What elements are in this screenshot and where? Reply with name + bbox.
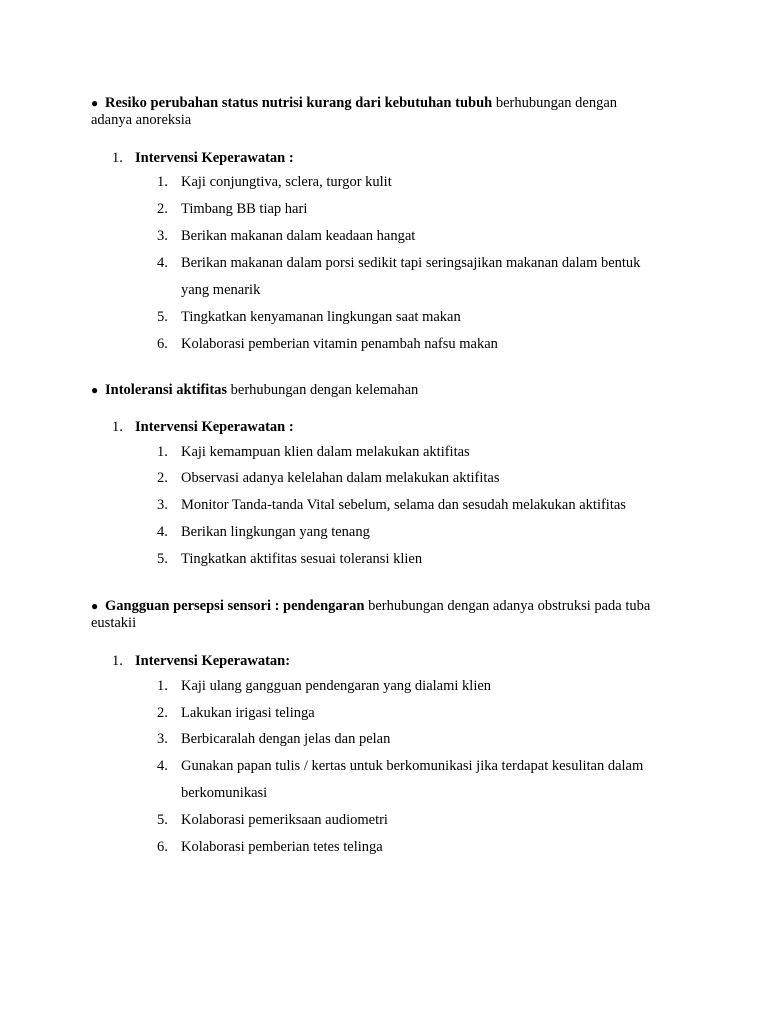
- diagnosis-1: [91, 95, 691, 129]
- bullet-icon: ●: [91, 383, 99, 397]
- list-item: 1. Kaji kemampuan klien dalam melakukan aktifitas: [157, 444, 470, 460]
- list-item: 6. Kolaborasi pemberian vitamin penambah nafsu makan: [157, 336, 498, 352]
- list-item: 4. Berikan lingkungan yang tenang: [157, 524, 370, 540]
- bullet-icon: ●: [91, 599, 99, 613]
- diagnosis-3-text-line2: eustakii: [91, 615, 137, 631]
- list-item: 2. Observasi adanya kelelahan dalam melakukan aktifitas: [157, 470, 500, 486]
- intervention-title: Intervensi Keperawatan :: [135, 419, 294, 435]
- list-item: 2. Lakukan irigasi telinga: [157, 705, 315, 721]
- diagnosis-1-text-line2: adanya anoreksia: [91, 112, 192, 128]
- diagnosis-3-text: berhubungan dengan adanya obstruksi pada tuba: [364, 598, 651, 614]
- intervention-title: Intervensi Keperawatan :: [135, 150, 294, 166]
- intervention-heading-1: [112, 150, 294, 167]
- intervention-number: 1.: [112, 653, 123, 669]
- list-item: 5. Tingkatkan aktifitas sesuai toleransi klien: [157, 551, 423, 567]
- diagnosis-3: [91, 598, 691, 632]
- list-item: 3. Berbicaralah dengan jelas dan pelan: [157, 731, 391, 747]
- list-item: 1. Kaji conjungtiva, sclera, turgor kulit: [157, 174, 392, 190]
- intervention-number: 1.: [112, 150, 123, 166]
- bullet-icon: ●: [91, 96, 99, 110]
- list-item-continuation: yang menarik: [181, 282, 261, 298]
- list-item: 6. Kolaborasi pemberian tetes telinga: [157, 839, 383, 855]
- list-item: 4. Gunakan papan tulis / kertas untuk berkomunikasi jika terdapat kesulitan dalam berkomunikasi: [157, 753, 677, 807]
- intervention-heading-2: [112, 419, 294, 436]
- intervention-title: Intervensi Keperawatan:: [135, 653, 291, 669]
- list-item-continuation: berkomunikasi: [181, 785, 268, 801]
- list-item: 2. Timbang BB tiap hari: [157, 201, 308, 217]
- diagnosis-3-title: Gangguan persepsi sensori : pendengaran: [105, 598, 365, 614]
- list-item: 3. Berikan makanan dalam keadaan hangat: [157, 228, 416, 244]
- list-item: 1. Kaji ulang gangguan pendengaran yang dialami klien: [157, 678, 492, 694]
- intervention-number: 1.: [112, 419, 123, 435]
- diagnosis-2-title: Intoleransi aktifitas: [105, 382, 228, 398]
- list-item: 3. Monitor Tanda-tanda Vital sebelum, selama dan sesudah melakukan aktifitas: [157, 497, 626, 513]
- diagnosis-2: [91, 382, 691, 399]
- diagnosis-1-text: berhubungan dengan: [492, 95, 618, 111]
- diagnosis-1-title: Resiko perubahan status nutrisi kurang dari kebutuhan tubuh: [105, 95, 493, 111]
- list-item: 4. Berikan makanan dalam porsi sedikit tapi seringsajikan makanan dalam bentuk yang menarik: [157, 250, 677, 304]
- list-item: 5. Tingkatkan kenyamanan lingkungan saat makan: [157, 309, 461, 325]
- intervention-heading-3: [112, 653, 290, 670]
- diagnosis-2-text: berhubungan dengan kelemahan: [227, 382, 419, 398]
- list-item: 5. Kolaborasi pemeriksaan audiometri: [157, 812, 388, 828]
